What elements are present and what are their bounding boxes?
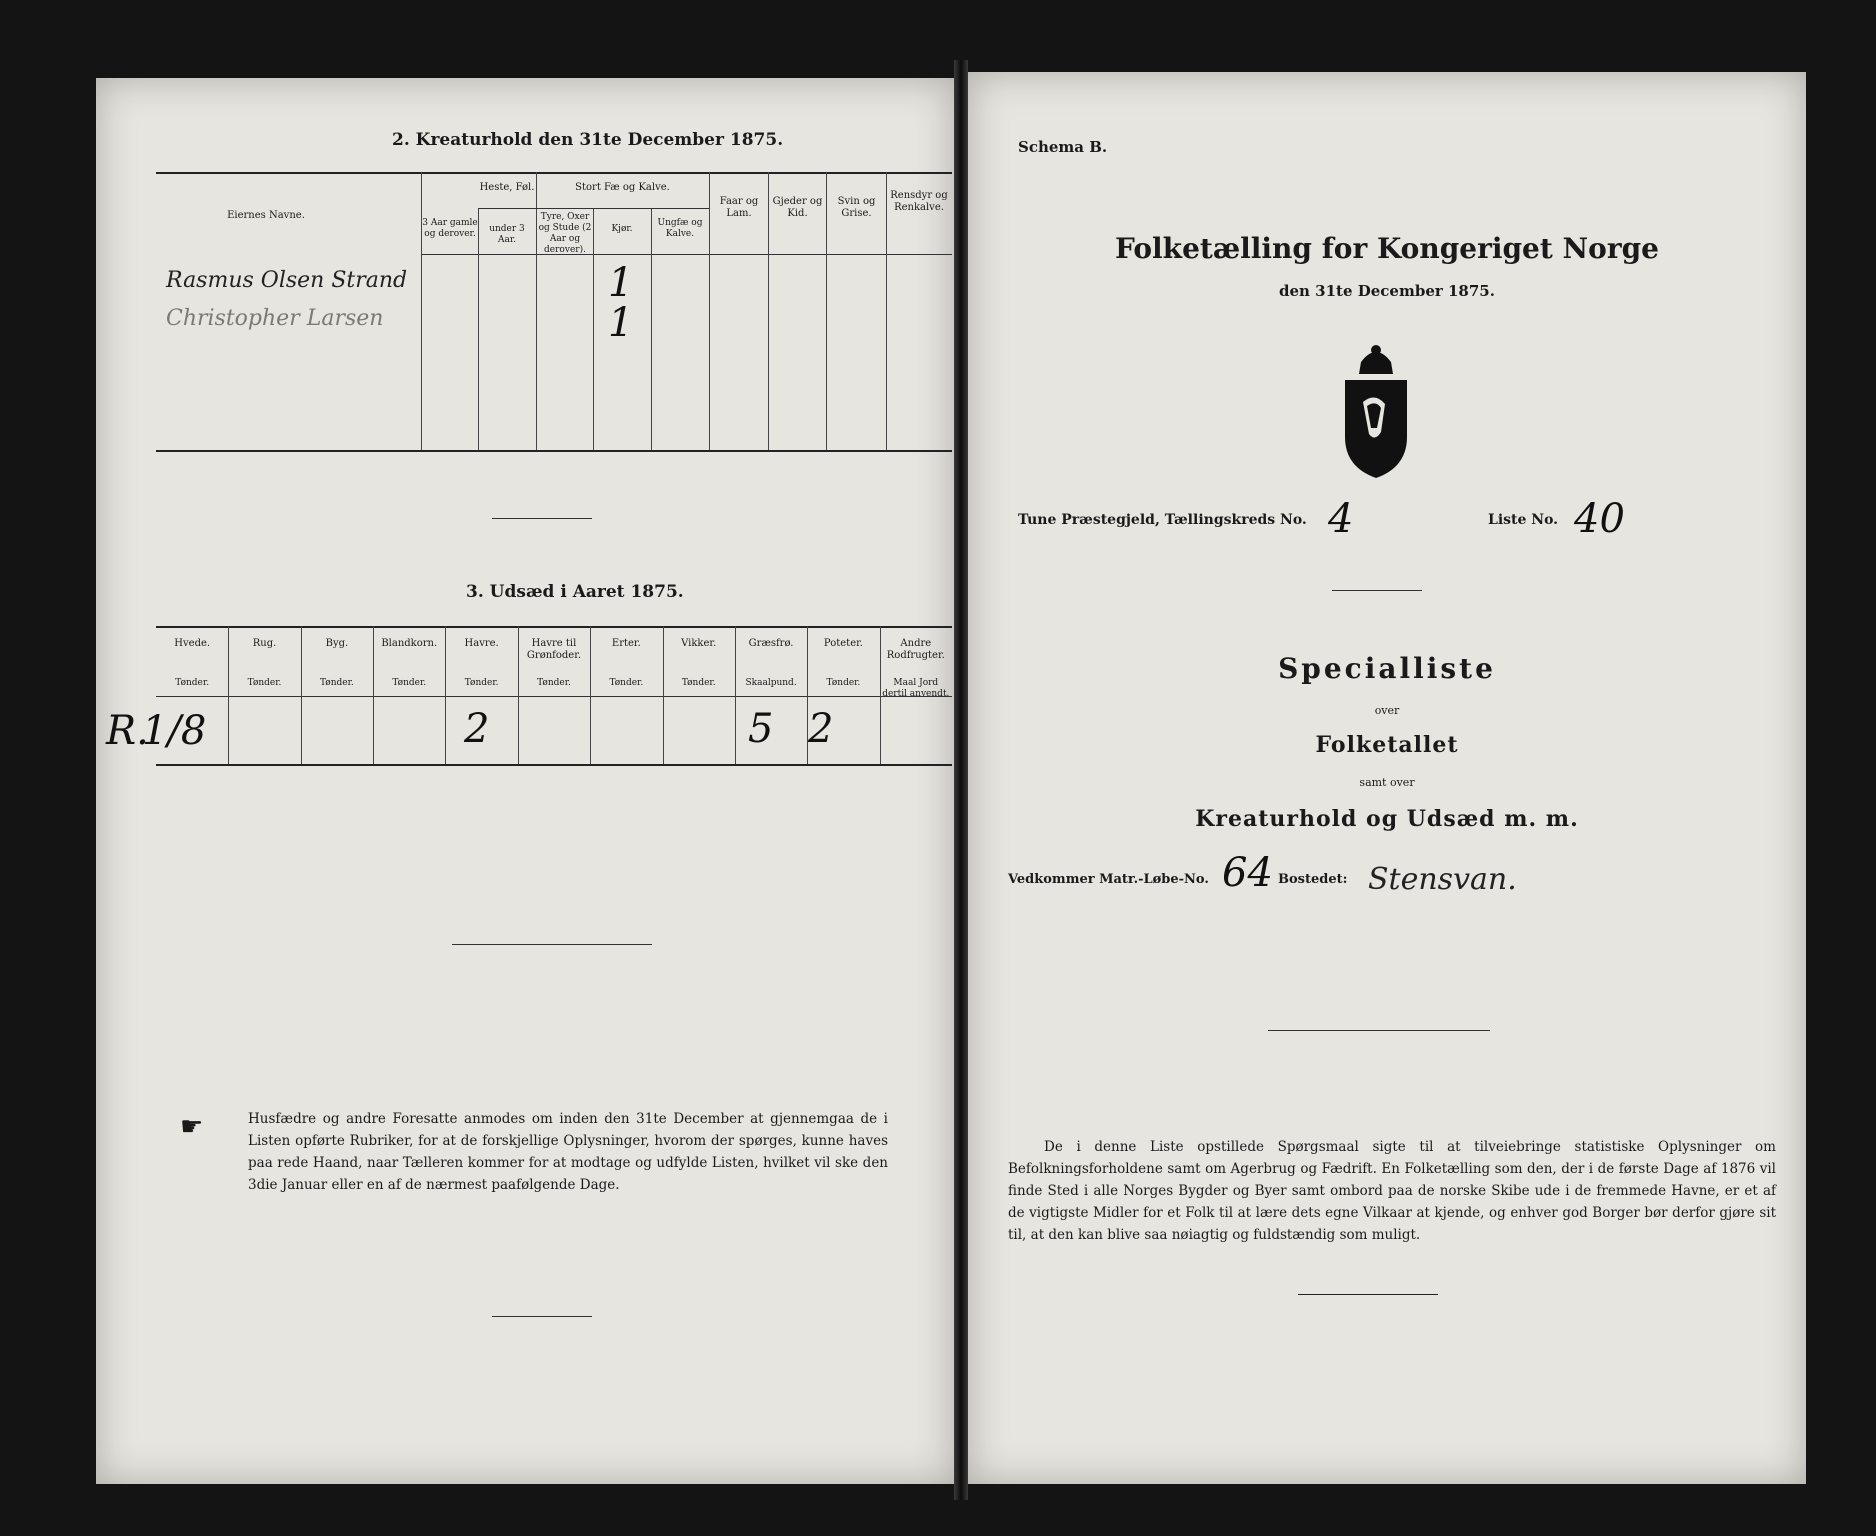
udsaed-col-unit: Tønder. — [609, 678, 644, 688]
udsaed-col-unit: Maal Jord dertil anvendt. — [882, 678, 950, 699]
over-1: over — [1374, 704, 1400, 717]
table1-top-rule — [156, 172, 952, 174]
owner-row-2: Christopher Larsen — [166, 306, 384, 331]
schema-label: Schema B. — [1018, 138, 1108, 156]
udsaed-col-header: Erter. — [611, 638, 641, 649]
rensdyr-header: Rensdyr og Renkalve. — [890, 190, 948, 213]
kjor-header: Kjør. — [611, 224, 633, 234]
udsaed-col-unit: Tønder. — [392, 678, 427, 688]
udsaed-col-header: Poteter. — [823, 638, 863, 649]
liste-label: Liste No. — [1488, 512, 1559, 528]
stortfae-group-header: Stort Fæ og Kalve. — [575, 182, 670, 193]
right-page — [968, 72, 1806, 1484]
owner-row-1: Rasmus Olsen Strand — [166, 268, 408, 293]
table1-divider — [421, 172, 422, 450]
kreds-value: 4 — [1328, 496, 1354, 542]
table1-divider — [593, 208, 594, 450]
table2-header-rule — [156, 696, 952, 697]
havre-value: 2 — [464, 706, 490, 752]
left-page — [96, 78, 954, 1484]
divider-short — [492, 518, 592, 519]
ungfae-header: Ungfæ og Kalve. — [657, 218, 703, 239]
margin-mark: R. — [106, 708, 149, 754]
udsaed-col-header: Havre. — [464, 638, 499, 649]
kjor-row-2: 1 — [608, 300, 634, 346]
divider-long — [452, 944, 652, 945]
faar-header: Faar og Lam. — [719, 196, 759, 219]
poteter-value: 2 — [808, 706, 834, 752]
udsaed-col-header: Blandkorn. — [381, 638, 438, 649]
specialliste-title: Specialliste — [1278, 652, 1496, 685]
table1-divider — [651, 208, 652, 450]
heste-under-header: under 3 Aar. — [489, 224, 525, 245]
udsaed-col-unit: Tønder. — [826, 678, 861, 688]
udsaed-col-unit: Tønder. — [320, 678, 354, 688]
book-spine — [954, 60, 968, 1500]
notice-text: Husfædre og andre Foresatte anmodes om inden den 31te December at gjennemgaa de i Listen opførte Rubriker, for at de forskjellige Oplysninger, hvorom der spørges, kunne haves paa rede Haand, naar Tælleren kommer for at modtage og udfylde Listen, hvilket vil ske den 3die Januar eller en af de nærmest paafølgende Dage. — [248, 1111, 888, 1193]
udsaed-col-header: Havre til Grønfoder. — [526, 638, 582, 661]
svin-header: Svin og Grise. — [837, 196, 876, 219]
location-line — [1018, 512, 1307, 528]
main-title: Folketælling for Kongeriget Norge — [1115, 232, 1659, 265]
udsaed-col-unit: Skaalpund. — [745, 678, 797, 688]
section3-heading: 3. Udsæd i Aaret 1875. — [466, 582, 684, 602]
heste-group-header: Heste, Føl. — [479, 182, 535, 193]
kreaturhold-title: Kreaturhold og Udsæd m. m. — [1195, 806, 1579, 832]
coat-of-arms-icon — [1331, 342, 1421, 482]
udsaed-col-unit: Tønder. — [175, 678, 210, 688]
folketallet-title: Folketallet — [1315, 732, 1459, 758]
divider-long — [1268, 1030, 1490, 1031]
udsaed-col-header: Rug. — [252, 638, 277, 649]
table2-top-rule — [156, 626, 952, 628]
liste-value: 40 — [1574, 496, 1625, 542]
divider-short — [1332, 590, 1422, 591]
udsaed-col-unit: Tønder. — [247, 678, 282, 688]
gjeder-header: Gjeder og Kid. — [772, 196, 823, 219]
title-date: den 31te December 1875. — [1279, 282, 1495, 300]
table1-group-rule — [478, 208, 709, 209]
udsaed-col-header: Hvede. — [174, 638, 211, 649]
bosted-label: Bostedet: — [1278, 872, 1348, 887]
table1-header-rule — [421, 254, 952, 255]
matr-label: Vedkommer Matr.-Løbe-No. — [1008, 872, 1209, 887]
kreds-label: Tællingskreds No. — [1164, 512, 1307, 528]
udsaed-col-header: Vikker. — [681, 638, 717, 649]
byg-value: 1/8 — [142, 708, 207, 754]
pointing-hand-icon: ☛ — [180, 1112, 204, 1142]
intro-paragraph: De i denne Liste opstillede Spørgsmaal sigte til at tilveiebringe statistiske Oplysninger om Befolkningsforholdene samt om Agerbrug og Fædrift. En Folketælling som den, der i de første Dage af 1876 vil finde Sted i alle Norges Bygder og Byer samt ombord paa de norske Skibe ude i de fremmede Havne, er et af de vigtigste Midler for et Folk til at lære dets egne Vilkaar at kjende, og enhver god Borger bør derfor gjøre sit til, at den kan blive saa nøiagtig og fuldstændig som muligt. — [1008, 1139, 1776, 1243]
divider-bottom — [492, 1316, 592, 1317]
owner-col-header: Eiernes Navne. — [227, 210, 305, 221]
udsaed-col-unit: Tønder. — [537, 678, 571, 688]
heste-3aar-header: 3 Aar gamle og derover. — [422, 218, 478, 239]
prestegjeld: Tune Præstegjeld, — [1018, 512, 1160, 528]
udsaed-col-header: Andre Rodfrugter. — [886, 638, 945, 661]
tyre-header: Tyre, Oxer og Stude (2 Aar og derover). — [538, 212, 592, 255]
udsaed-col-unit: Tønder. — [464, 678, 499, 688]
udsaed-col-header: Græsfrø. — [748, 638, 794, 649]
table2-bottom-rule — [156, 764, 952, 766]
kjor-row-1: 1 — [608, 260, 634, 306]
divider-bottom — [1298, 1294, 1438, 1295]
section2-heading: 2. Kreaturhold den 31te December 1875. — [392, 130, 784, 150]
matr-value: 64 — [1222, 850, 1273, 896]
udsaed-col-unit: Tønder. — [681, 678, 716, 688]
bosted-value: Stensvan. — [1368, 862, 1517, 897]
udsaed-col-header: Byg. — [325, 638, 349, 649]
samt-over: samt over — [1359, 776, 1415, 789]
table1-bottom-rule — [156, 450, 952, 452]
graesfro-value: 5 — [748, 706, 774, 752]
